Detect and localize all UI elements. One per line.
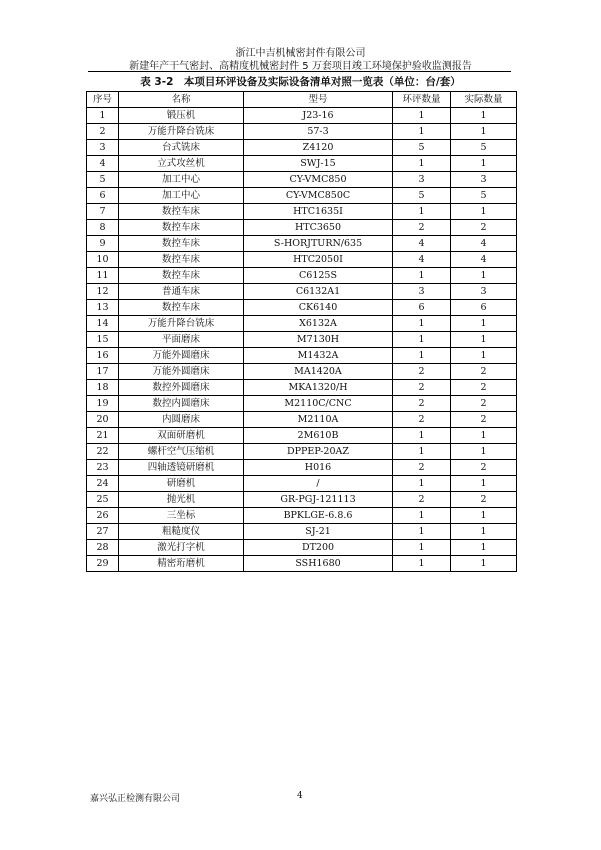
- cell-name: 加工中心: [119, 188, 244, 204]
- column-header-model: 型号: [244, 92, 393, 108]
- table-row: [87, 396, 517, 412]
- table-row: [87, 284, 517, 300]
- cell-name: 立式攻丝机: [119, 156, 244, 172]
- cell-actual-quantity: 1: [451, 428, 517, 444]
- cell-name: 内圆磨床: [119, 412, 244, 428]
- cell-index: 4: [87, 156, 119, 172]
- cell-index: 19: [87, 396, 119, 412]
- cell-eia-quantity: 1: [393, 332, 451, 348]
- cell-name: 万能升降台铣床: [119, 124, 244, 140]
- cell-model: HTC3650: [244, 220, 393, 236]
- table-body: [87, 108, 517, 572]
- cell-name: 锻压机: [119, 108, 244, 124]
- cell-eia-quantity: 5: [393, 140, 451, 156]
- cell-actual-quantity: 1: [451, 348, 517, 364]
- cell-actual-quantity: 1: [451, 444, 517, 460]
- cell-model: S-HORJTURN/635: [244, 236, 393, 252]
- cell-model: M1432A: [244, 348, 393, 364]
- cell-name: 万能升降台铣床: [119, 316, 244, 332]
- table-row: [87, 508, 517, 524]
- cell-index: 26: [87, 508, 119, 524]
- cell-actual-quantity: 1: [451, 540, 517, 556]
- cell-name: 双面研磨机: [119, 428, 244, 444]
- equipment-table: [86, 91, 517, 572]
- table-row: [87, 412, 517, 428]
- cell-model: DPPEP-20AZ: [244, 444, 393, 460]
- table-row: [87, 556, 517, 572]
- table-row: [87, 428, 517, 444]
- cell-model: CK6140: [244, 300, 393, 316]
- cell-index: 7: [87, 204, 119, 220]
- cell-model: HTC2050I: [244, 252, 393, 268]
- cell-eia-quantity: 1: [393, 556, 451, 572]
- cell-name: 四轴透镜研磨机: [119, 460, 244, 476]
- cell-actual-quantity: 6: [451, 300, 517, 316]
- cell-index: 14: [87, 316, 119, 332]
- table-row: [87, 172, 517, 188]
- cell-index: 5: [87, 172, 119, 188]
- cell-eia-quantity: 2: [393, 364, 451, 380]
- table-row: [87, 220, 517, 236]
- cell-eia-quantity: 2: [393, 492, 451, 508]
- cell-name: 加工中心: [119, 172, 244, 188]
- cell-eia-quantity: 6: [393, 300, 451, 316]
- cell-index: 17: [87, 364, 119, 380]
- cell-index: 16: [87, 348, 119, 364]
- cell-model: Z4120: [244, 140, 393, 156]
- cell-actual-quantity: 1: [451, 508, 517, 524]
- table-row: [87, 380, 517, 396]
- column-header-actual-quantity: 实际数量: [451, 92, 517, 108]
- cell-index: 24: [87, 476, 119, 492]
- table-row: [87, 476, 517, 492]
- cell-actual-quantity: 5: [451, 188, 517, 204]
- table-row: [87, 236, 517, 252]
- cell-eia-quantity: 1: [393, 476, 451, 492]
- cell-eia-quantity: 1: [393, 348, 451, 364]
- cell-actual-quantity: 1: [451, 316, 517, 332]
- cell-name: 数控车床: [119, 252, 244, 268]
- cell-model: C6125S: [244, 268, 393, 284]
- cell-index: 9: [87, 236, 119, 252]
- cell-index: 2: [87, 124, 119, 140]
- cell-name: 三坐标: [119, 508, 244, 524]
- cell-actual-quantity: 3: [451, 284, 517, 300]
- table-row: [87, 444, 517, 460]
- cell-eia-quantity: 2: [393, 412, 451, 428]
- cell-eia-quantity: 3: [393, 172, 451, 188]
- column-header-index: 序号: [87, 92, 119, 108]
- header-company: 浙江中吉机械密封件有限公司: [235, 48, 366, 59]
- cell-model: H016: [244, 460, 393, 476]
- cell-name: 数控车床: [119, 236, 244, 252]
- cell-name: 普通车床: [119, 284, 244, 300]
- cell-model: J23-16: [244, 108, 393, 124]
- cell-actual-quantity: 1: [451, 108, 517, 124]
- cell-eia-quantity: 4: [393, 236, 451, 252]
- cell-index: 27: [87, 524, 119, 540]
- table-row: [87, 348, 517, 364]
- cell-name: 万能外圆磨床: [119, 364, 244, 380]
- cell-model: M7130H: [244, 332, 393, 348]
- cell-model: GR-PGJ-121113: [244, 492, 393, 508]
- cell-index: 13: [87, 300, 119, 316]
- table-row: [87, 268, 517, 284]
- cell-eia-quantity: 2: [393, 220, 451, 236]
- table-header-row: [87, 92, 517, 108]
- table-row: [87, 524, 517, 540]
- cell-index: 3: [87, 140, 119, 156]
- cell-model: SSH1680: [244, 556, 393, 572]
- cell-actual-quantity: 3: [451, 172, 517, 188]
- cell-name: 精密珩磨机: [119, 556, 244, 572]
- cell-eia-quantity: 1: [393, 108, 451, 124]
- cell-index: 1: [87, 108, 119, 124]
- cell-actual-quantity: 1: [451, 476, 517, 492]
- cell-name: 螺杆空气压缩机: [119, 444, 244, 460]
- cell-name: 数控车床: [119, 300, 244, 316]
- cell-actual-quantity: 1: [451, 124, 517, 140]
- cell-name: 数控车床: [119, 204, 244, 220]
- table-row: [87, 124, 517, 140]
- cell-name: 平面磨床: [119, 332, 244, 348]
- cell-actual-quantity: 2: [451, 220, 517, 236]
- table-row: [87, 364, 517, 380]
- cell-model: M2110A: [244, 412, 393, 428]
- cell-index: 29: [87, 556, 119, 572]
- table-row: [87, 204, 517, 220]
- cell-eia-quantity: 2: [393, 460, 451, 476]
- cell-actual-quantity: 5: [451, 140, 517, 156]
- table-row: [87, 540, 517, 556]
- header-report-title: 新建年产干气密封、高精度机械密封件 5 万套项目竣工环境保护验收监测报告: [129, 61, 472, 72]
- cell-name: 研磨机: [119, 476, 244, 492]
- table-row: [87, 460, 517, 476]
- table-row: [87, 188, 517, 204]
- cell-model: SJ-21: [244, 524, 393, 540]
- cell-actual-quantity: 2: [451, 364, 517, 380]
- table-row: [87, 300, 517, 316]
- table-row: [87, 108, 517, 124]
- cell-index: 20: [87, 412, 119, 428]
- table-row: [87, 492, 517, 508]
- cell-index: 21: [87, 428, 119, 444]
- cell-model: CY-VMC850C: [244, 188, 393, 204]
- page-number: 4: [297, 791, 303, 801]
- cell-index: 8: [87, 220, 119, 236]
- cell-eia-quantity: 2: [393, 380, 451, 396]
- table-row: [87, 156, 517, 172]
- table-row: [87, 316, 517, 332]
- cell-eia-quantity: 1: [393, 268, 451, 284]
- cell-model: CY-VMC850: [244, 172, 393, 188]
- table-caption: 表 3-2 本项目环评设备及实际设备清单对照一览表（单位：台/套）: [140, 76, 461, 88]
- cell-model: /: [244, 476, 393, 492]
- cell-actual-quantity: 4: [451, 236, 517, 252]
- cell-model: MKA1320/H: [244, 380, 393, 396]
- cell-eia-quantity: 2: [393, 396, 451, 412]
- cell-name: 激光打字机: [119, 540, 244, 556]
- footer-company: 嘉兴弘正检测有限公司: [90, 794, 181, 804]
- cell-actual-quantity: 2: [451, 412, 517, 428]
- cell-actual-quantity: 1: [451, 524, 517, 540]
- cell-index: 10: [87, 252, 119, 268]
- cell-eia-quantity: 1: [393, 124, 451, 140]
- cell-name: 抛光机: [119, 492, 244, 508]
- cell-index: 11: [87, 268, 119, 284]
- cell-eia-quantity: 3: [393, 284, 451, 300]
- cell-eia-quantity: 1: [393, 156, 451, 172]
- cell-name: 万能外圆磨床: [119, 348, 244, 364]
- cell-model: 2M610B: [244, 428, 393, 444]
- cell-index: 23: [87, 460, 119, 476]
- cell-name: 台式铣床: [119, 140, 244, 156]
- header-divider: [88, 71, 511, 72]
- cell-index: 28: [87, 540, 119, 556]
- cell-eia-quantity: 1: [393, 204, 451, 220]
- cell-actual-quantity: 1: [451, 268, 517, 284]
- cell-name: 粗糙度仪: [119, 524, 244, 540]
- cell-model: C6132A1: [244, 284, 393, 300]
- cell-eia-quantity: 1: [393, 444, 451, 460]
- cell-eia-quantity: 1: [393, 508, 451, 524]
- cell-name: 数控外圆磨床: [119, 380, 244, 396]
- cell-actual-quantity: 1: [451, 156, 517, 172]
- cell-index: 18: [87, 380, 119, 396]
- table-row: [87, 332, 517, 348]
- cell-index: 6: [87, 188, 119, 204]
- cell-eia-quantity: 4: [393, 252, 451, 268]
- cell-eia-quantity: 5: [393, 188, 451, 204]
- cell-actual-quantity: 2: [451, 460, 517, 476]
- table-row: [87, 252, 517, 268]
- cell-model: 57-3: [244, 124, 393, 140]
- cell-actual-quantity: 2: [451, 492, 517, 508]
- cell-model: X6132A: [244, 316, 393, 332]
- cell-model: DT200: [244, 540, 393, 556]
- cell-actual-quantity: 1: [451, 556, 517, 572]
- cell-actual-quantity: 2: [451, 396, 517, 412]
- cell-model: BPKLGE-6.8.6: [244, 508, 393, 524]
- cell-eia-quantity: 1: [393, 428, 451, 444]
- cell-index: 22: [87, 444, 119, 460]
- cell-model: M2110C/CNC: [244, 396, 393, 412]
- cell-actual-quantity: 2: [451, 380, 517, 396]
- cell-actual-quantity: 1: [451, 204, 517, 220]
- cell-model: MA1420A: [244, 364, 393, 380]
- cell-index: 15: [87, 332, 119, 348]
- cell-eia-quantity: 1: [393, 316, 451, 332]
- cell-eia-quantity: 1: [393, 540, 451, 556]
- cell-name: 数控车床: [119, 268, 244, 284]
- cell-model: SWJ-15: [244, 156, 393, 172]
- cell-name: 数控内圆磨床: [119, 396, 244, 412]
- column-header-eia-quantity: 环评数量: [393, 92, 451, 108]
- cell-actual-quantity: 1: [451, 332, 517, 348]
- column-header-name: 名称: [119, 92, 244, 108]
- cell-model: HTC1635I: [244, 204, 393, 220]
- cell-index: 25: [87, 492, 119, 508]
- cell-eia-quantity: 1: [393, 524, 451, 540]
- cell-name: 数控车床: [119, 220, 244, 236]
- cell-index: 12: [87, 284, 119, 300]
- table-row: [87, 140, 517, 156]
- cell-actual-quantity: 4: [451, 252, 517, 268]
